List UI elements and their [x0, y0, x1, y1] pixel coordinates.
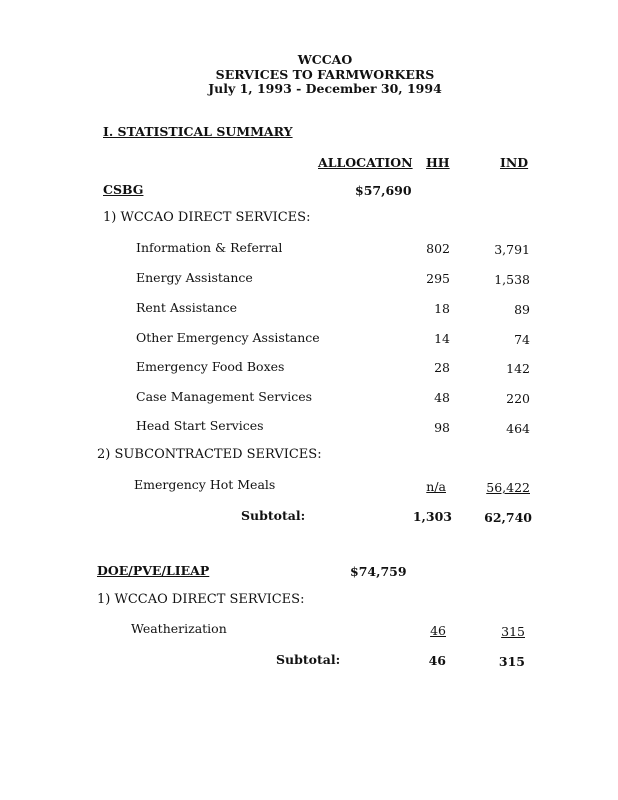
csbg-allocation: $57,690	[355, 183, 412, 198]
org-name: WCCAO	[297, 52, 353, 67]
service-hh: 295	[426, 271, 450, 286]
csbg-direct-services-label: 1) WCCAO DIRECT SERVICES:	[103, 210, 311, 225]
service-ind: 464	[506, 421, 530, 436]
service-hh: n/a	[426, 479, 446, 494]
csbg-subtotal-hh: 1,303	[412, 509, 452, 524]
service-name: Information & Referral	[136, 240, 283, 255]
doe-subtotal-hh: 46	[428, 653, 446, 668]
service-ind: 142	[506, 361, 530, 376]
service-name: Rent Assistance	[136, 300, 238, 315]
csbg-subtotal-label: Subtotal:	[241, 508, 306, 523]
service-hh: 18	[434, 301, 450, 316]
csbg-subtotal-ind: 62,740	[484, 510, 532, 525]
service-ind: 315	[501, 624, 525, 639]
service-ind: 1,538	[494, 272, 530, 287]
service-name: Weatherization	[131, 621, 227, 636]
csbg-subcontracted-services-label: 2) SUBCONTRACTED SERVICES:	[97, 447, 322, 462]
column-header-allocation: ALLOCATION	[318, 155, 413, 170]
document-title: SERVICES TO FARMWORKERS	[215, 67, 435, 82]
service-name: Emergency Hot Meals	[134, 477, 276, 492]
service-name: Other Emergency Assistance	[136, 330, 320, 345]
doe-subtotal-label: Subtotal:	[276, 652, 341, 667]
doe-label: DOE/PVE/LIEAP	[97, 563, 210, 578]
csbg-label: CSBG	[103, 182, 144, 197]
service-hh: 802	[426, 241, 450, 256]
service-ind: 89	[514, 302, 530, 317]
section-heading: I. STATISTICAL SUMMARY	[103, 124, 293, 139]
doe-direct-services-label: 1) WCCAO DIRECT SERVICES:	[97, 592, 305, 607]
column-header-ind: IND	[500, 155, 529, 170]
service-name: Energy Assistance	[136, 270, 253, 285]
service-name: Head Start Services	[136, 418, 264, 433]
service-ind: 56,422	[486, 480, 530, 495]
service-hh: 14	[434, 331, 450, 346]
doe-subtotal-ind: 315	[498, 654, 525, 669]
service-ind: 220	[506, 391, 530, 406]
service-ind: 3,791	[494, 242, 530, 257]
column-header-hh: HH	[426, 155, 450, 170]
service-hh: 98	[434, 420, 450, 435]
doe-allocation: $74,759	[350, 564, 407, 579]
reporting-period: July 1, 1993 - December 30, 1994	[208, 81, 442, 96]
service-ind: 74	[514, 332, 530, 347]
service-hh: 28	[434, 360, 450, 375]
service-name: Emergency Food Boxes	[136, 359, 285, 374]
service-hh: 48	[434, 390, 450, 405]
service-hh: 46	[430, 623, 446, 638]
service-name: Case Management Services	[136, 389, 313, 404]
